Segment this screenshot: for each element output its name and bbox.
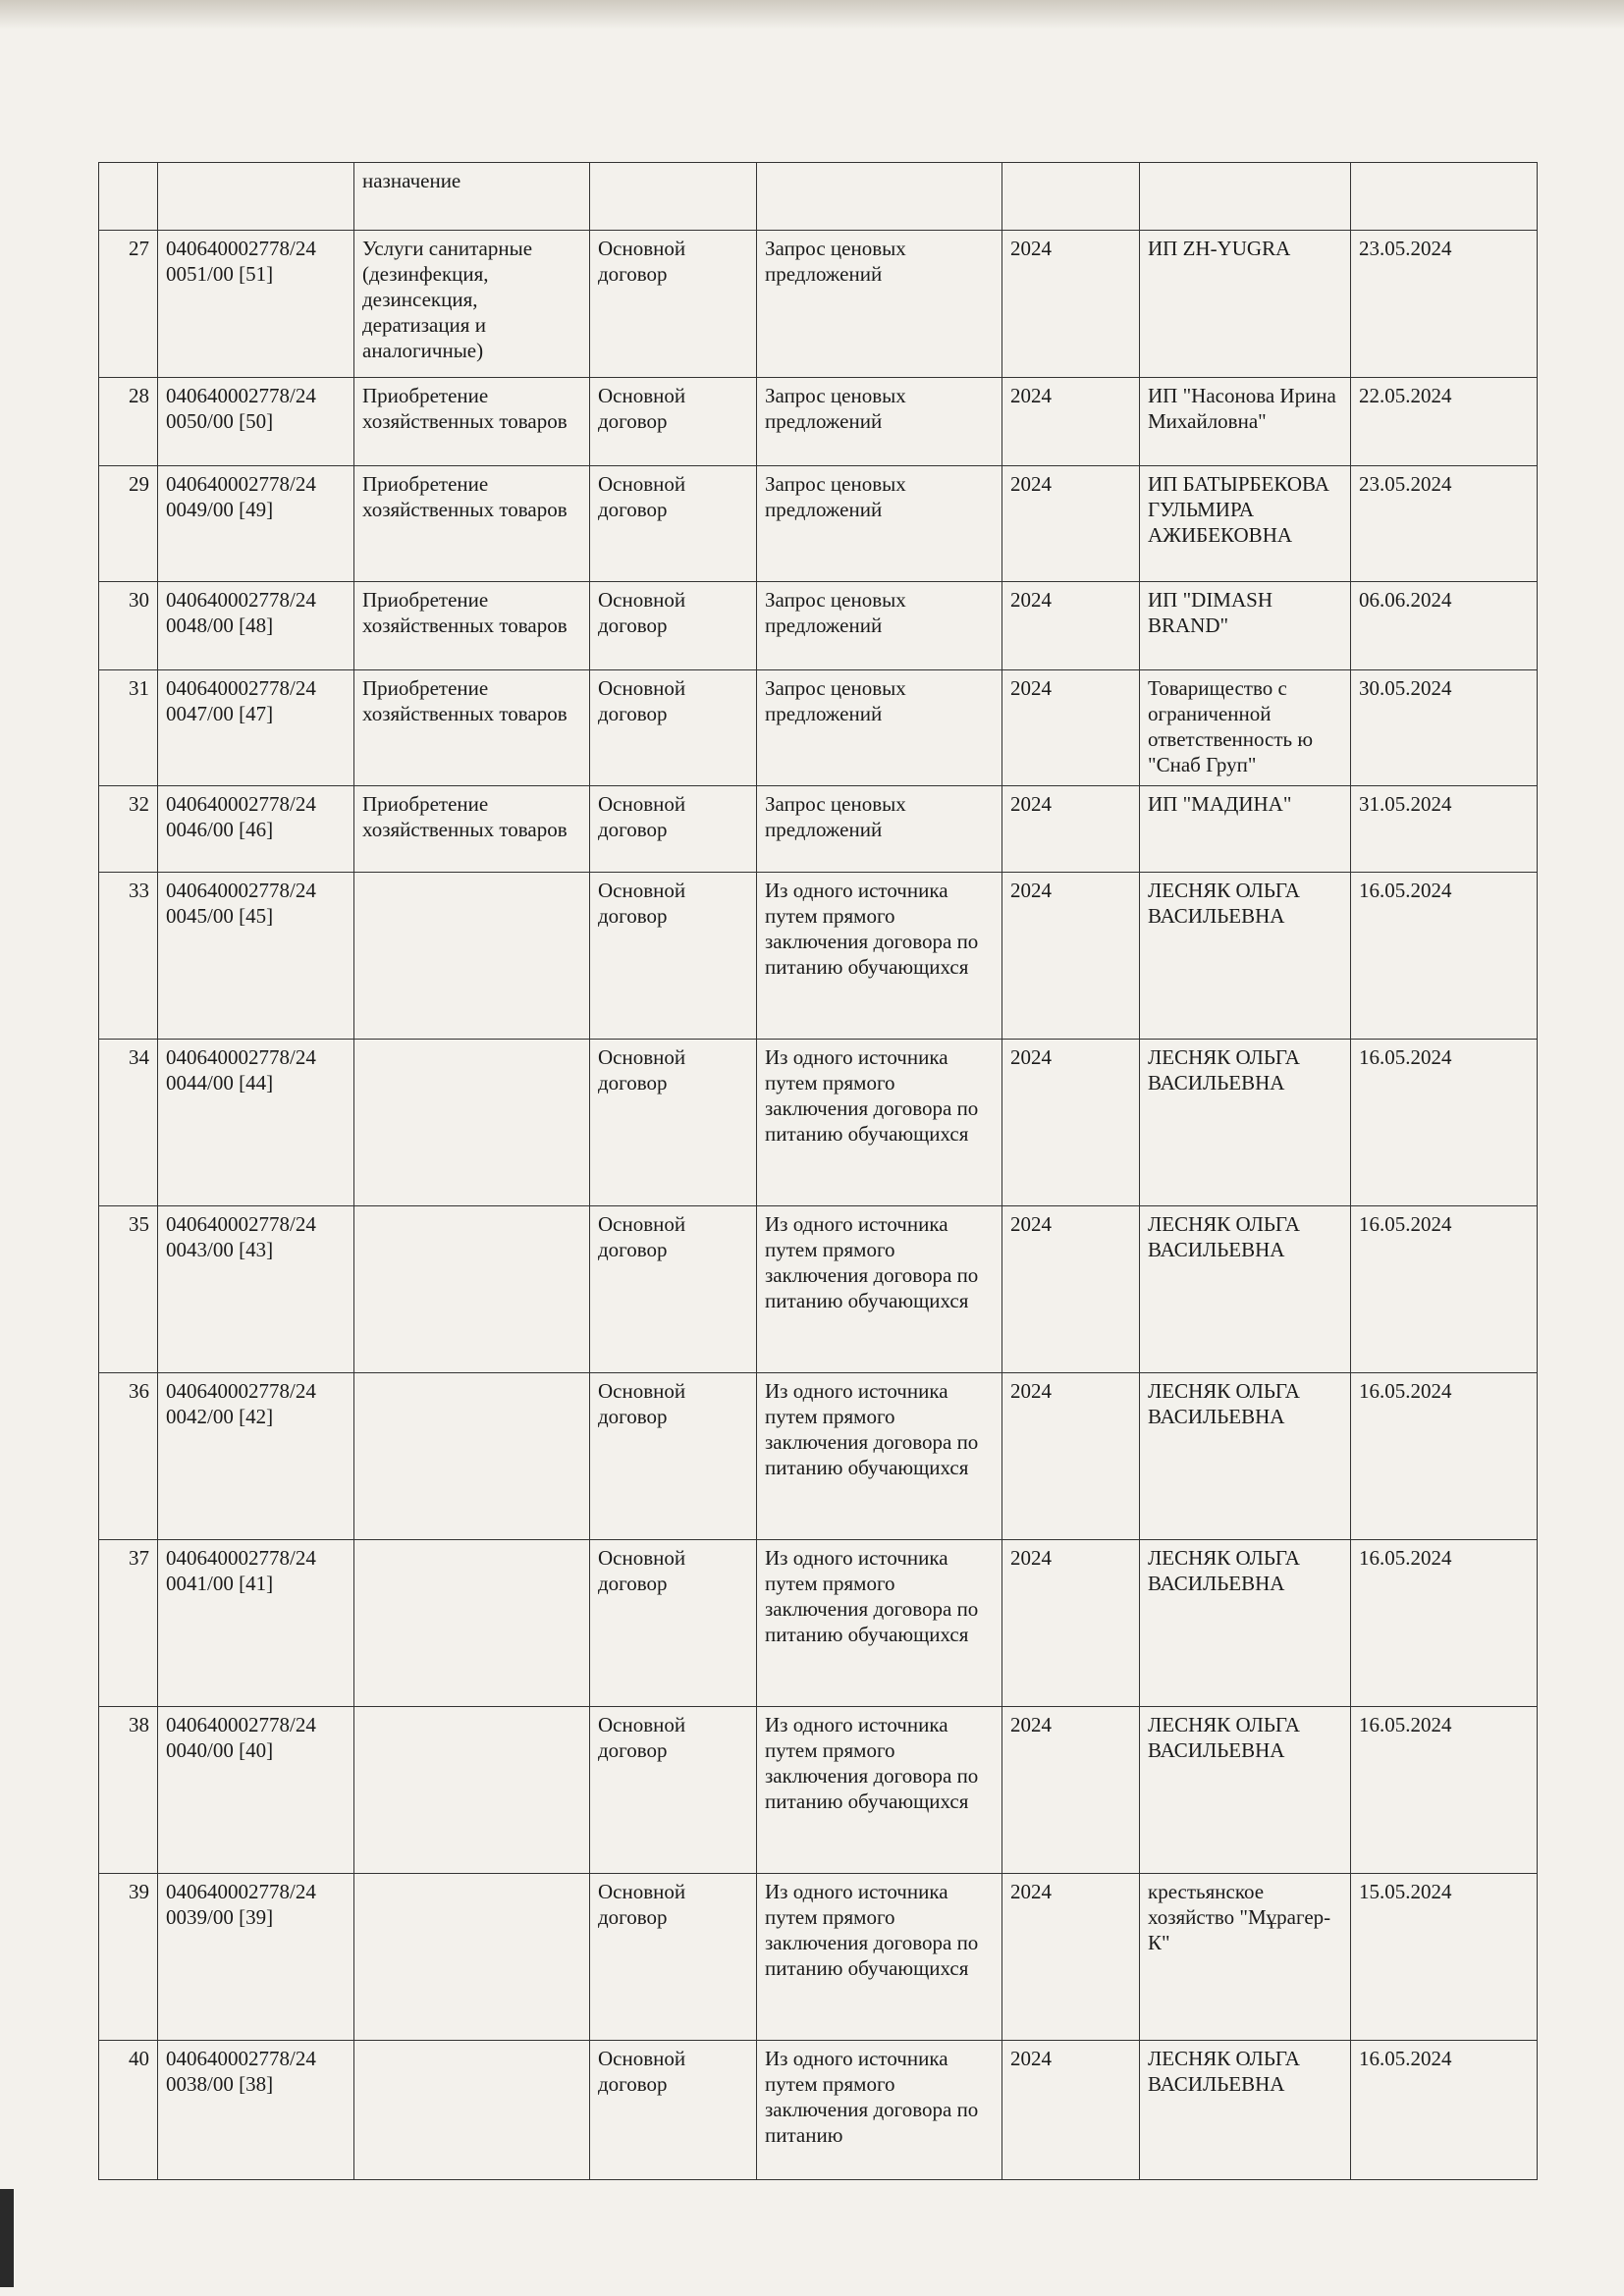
contract-type: Основной договор <box>598 792 686 841</box>
year-text: 2024 <box>1010 588 1052 612</box>
cell-supplier <box>1140 670 1351 786</box>
cell-num <box>99 231 158 378</box>
supplier-name: ИП "МАДИНА" <box>1148 792 1292 816</box>
supplier-name: ИП "DIMASH BRAND" <box>1148 588 1272 637</box>
cell-date <box>1351 1040 1538 1206</box>
cell-supplier <box>1140 2041 1351 2180</box>
cell-method <box>757 1874 1002 2041</box>
contract-date: 23.05.2024 <box>1359 472 1452 496</box>
contract-date: 16.05.2024 <box>1359 1045 1452 1069</box>
cell-subject <box>354 1540 590 1707</box>
contract-id-line1: 040640002778/24 <box>166 676 316 700</box>
contract-date: 31.05.2024 <box>1359 792 1452 816</box>
cell-num <box>99 1373 158 1540</box>
supplier-name: ЛЕСНЯК ОЛЬГА ВАСИЛЬЕВНА <box>1148 1212 1300 1261</box>
cell-id <box>158 1707 354 1874</box>
cell-year <box>1002 1874 1140 2041</box>
cell-type <box>590 466 757 582</box>
cell-subject <box>354 670 590 786</box>
cell-method <box>757 1373 1002 1540</box>
cell-method <box>757 786 1002 873</box>
procurement-method: Запрос ценовых предложений <box>765 237 906 286</box>
row-number: 37 <box>129 1546 149 1570</box>
cell-date <box>1351 1874 1538 2041</box>
cell-supplier <box>1140 873 1351 1040</box>
cell-year <box>1002 786 1140 873</box>
cell-id <box>158 1040 354 1206</box>
cell-type <box>590 1040 757 1206</box>
cell-year <box>1002 163 1140 231</box>
cell-type <box>590 786 757 873</box>
table-row <box>99 2041 1538 2180</box>
cell-year <box>1002 582 1140 670</box>
cell-subject <box>354 873 590 1040</box>
year-text: 2024 <box>1010 1880 1052 1903</box>
contract-id-line1: 040640002778/24 <box>166 1713 316 1736</box>
row-number: 38 <box>129 1713 149 1736</box>
cell-date <box>1351 786 1538 873</box>
cell-date <box>1351 1373 1538 1540</box>
contract-id-line2: 0043/00 [43] <box>166 1238 274 1261</box>
year-text: 2024 <box>1010 1212 1052 1236</box>
contract-id-line2: 0040/00 [40] <box>166 1738 274 1762</box>
contract-type: Основной договор <box>598 384 686 433</box>
cell-type <box>590 1874 757 2041</box>
contract-date: 30.05.2024 <box>1359 676 1452 700</box>
cell-subject <box>354 2041 590 2180</box>
cell-type <box>590 873 757 1040</box>
table-row <box>99 786 1538 873</box>
contract-date: 16.05.2024 <box>1359 1546 1452 1570</box>
table-row <box>99 231 1538 378</box>
contract-id-line2: 0051/00 [51] <box>166 262 274 286</box>
cell-type <box>590 1707 757 1874</box>
contract-id-line1: 040640002778/24 <box>166 1546 316 1570</box>
cell-num <box>99 873 158 1040</box>
year-text: 2024 <box>1010 1045 1052 1069</box>
subject-text: Приобретение хозяйственных товаров <box>362 676 568 725</box>
procurement-method: Из одного источника путем прямого заключения договора по питанию обучающихся <box>765 1713 979 1813</box>
contract-id-line1: 040640002778/24 <box>166 2047 316 2070</box>
contract-type: Основной договор <box>598 879 686 928</box>
cell-supplier <box>1140 1540 1351 1707</box>
cell-id <box>158 582 354 670</box>
row-number: 34 <box>129 1045 149 1069</box>
cell-type <box>590 231 757 378</box>
contract-type: Основной договор <box>598 1045 686 1095</box>
row-number: 35 <box>129 1212 149 1236</box>
cell-method <box>757 163 1002 231</box>
cell-subject <box>354 466 590 582</box>
table-row <box>99 1373 1538 1540</box>
cell-supplier <box>1140 466 1351 582</box>
cell-subject <box>354 1206 590 1373</box>
procurement-method: Из одного источника путем прямого заключения договора по питанию обучающихся <box>765 1546 979 1646</box>
cell-num <box>99 1540 158 1707</box>
contract-date: 16.05.2024 <box>1359 1713 1452 1736</box>
cell-type <box>590 582 757 670</box>
subject-text: Приобретение хозяйственных товаров <box>362 384 568 433</box>
table-row <box>99 466 1538 582</box>
contract-id-line2: 0045/00 [45] <box>166 904 274 928</box>
contract-id-line1: 040640002778/24 <box>166 1045 316 1069</box>
table-row <box>99 1874 1538 2041</box>
contract-type: Основной договор <box>598 588 686 637</box>
cell-type <box>590 1206 757 1373</box>
contract-id-line1: 040640002778/24 <box>166 792 316 816</box>
cell-date <box>1351 873 1538 1040</box>
contract-id-line1: 040640002778/24 <box>166 1212 316 1236</box>
table-row <box>99 873 1538 1040</box>
row-number: 32 <box>129 792 149 816</box>
contract-id-line2: 0042/00 [42] <box>166 1405 274 1428</box>
cell-type <box>590 670 757 786</box>
cell-supplier <box>1140 1874 1351 2041</box>
cell-type <box>590 378 757 466</box>
cell-year <box>1002 466 1140 582</box>
procurement-method: Из одного источника путем прямого заключения договора по питанию обучающихся <box>765 879 979 979</box>
cell-method <box>757 1206 1002 1373</box>
cell-subject <box>354 231 590 378</box>
contract-id-line2: 0047/00 [47] <box>166 702 274 725</box>
contract-id-line1: 040640002778/24 <box>166 879 316 902</box>
cell-num <box>99 1040 158 1206</box>
row-number: 31 <box>129 676 149 700</box>
cell-subject <box>354 163 590 231</box>
cell-subject <box>354 1373 590 1540</box>
year-text: 2024 <box>1010 792 1052 816</box>
cell-date <box>1351 582 1538 670</box>
cell-num <box>99 786 158 873</box>
cell-method <box>757 873 1002 1040</box>
row-number: 36 <box>129 1379 149 1403</box>
cell-method <box>757 2041 1002 2180</box>
cell-num <box>99 1707 158 1874</box>
scan-top-shadow <box>0 0 1624 29</box>
cell-num <box>99 1874 158 2041</box>
contract-id-line1: 040640002778/24 <box>166 1379 316 1403</box>
procurement-method: Из одного источника путем прямого заключения договора по питанию обучающихся <box>765 1045 979 1146</box>
cell-date <box>1351 231 1538 378</box>
cell-id <box>158 1874 354 2041</box>
year-text: 2024 <box>1010 879 1052 902</box>
cell-supplier <box>1140 163 1351 231</box>
supplier-name: ЛЕСНЯК ОЛЬГА ВАСИЛЬЕВНА <box>1148 1379 1300 1428</box>
subject-text: Приобретение хозяйственных товаров <box>362 792 568 841</box>
contract-type: Основной договор <box>598 1713 686 1762</box>
cell-method <box>757 466 1002 582</box>
contract-date: 06.06.2024 <box>1359 588 1452 612</box>
cell-num <box>99 163 158 231</box>
procurement-method: Из одного источника путем прямого заключения договора по питанию обучающихся <box>765 1880 979 1980</box>
cell-date <box>1351 378 1538 466</box>
supplier-name: ЛЕСНЯК ОЛЬГА ВАСИЛЬЕВНА <box>1148 1713 1300 1762</box>
cell-id <box>158 1206 354 1373</box>
cell-year <box>1002 231 1140 378</box>
cell-date <box>1351 2041 1538 2180</box>
table-row <box>99 378 1538 466</box>
contract-date: 16.05.2024 <box>1359 2047 1452 2070</box>
contract-id-line2: 0050/00 [50] <box>166 409 274 433</box>
cell-id <box>158 466 354 582</box>
supplier-name: ЛЕСНЯК ОЛЬГА ВАСИЛЬЕВНА <box>1148 2047 1300 2096</box>
contract-id-line2: 0046/00 [46] <box>166 818 274 841</box>
subject-text: Приобретение хозяйственных товаров <box>362 588 568 637</box>
supplier-name: ЛЕСНЯК ОЛЬГА ВАСИЛЬЕВНА <box>1148 1546 1300 1595</box>
cell-id <box>158 1373 354 1540</box>
row-number: 29 <box>129 472 149 496</box>
cell-year <box>1002 873 1140 1040</box>
cell-year <box>1002 1206 1140 1373</box>
cell-date <box>1351 1206 1538 1373</box>
cell-year <box>1002 2041 1140 2180</box>
cell-supplier <box>1140 378 1351 466</box>
cell-id <box>158 670 354 786</box>
cell-year <box>1002 1373 1140 1540</box>
contract-id-line2: 0048/00 [48] <box>166 614 274 637</box>
subject-text: Услуги санитарные (дезинфекция, дезинсекция, дератизация и аналогичные) <box>362 237 533 362</box>
procurement-method: Запрос ценовых предложений <box>765 472 906 521</box>
table-row <box>99 1540 1538 1707</box>
contract-type: Основной договор <box>598 472 686 521</box>
cell-year <box>1002 670 1140 786</box>
cell-subject <box>354 582 590 670</box>
year-text: 2024 <box>1010 1379 1052 1403</box>
cell-num <box>99 2041 158 2180</box>
supplier-name: ИП БАТЫРБЕКОВА ГУЛЬМИРА АЖИБЕКОВНА <box>1148 472 1329 547</box>
cell-subject <box>354 786 590 873</box>
contract-type: Основной договор <box>598 1379 686 1428</box>
procurement-method: Запрос ценовых предложений <box>765 792 906 841</box>
row-number: 40 <box>129 2047 149 2070</box>
cell-subject <box>354 1040 590 1206</box>
cell-num <box>99 378 158 466</box>
cell-method <box>757 670 1002 786</box>
contract-type: Основной договор <box>598 2047 686 2096</box>
contract-date: 16.05.2024 <box>1359 1379 1452 1403</box>
table-row <box>99 582 1538 670</box>
year-text: 2024 <box>1010 237 1052 260</box>
procurement-table <box>98 162 1538 2180</box>
contract-id-line1: 040640002778/24 <box>166 384 316 407</box>
year-text: 2024 <box>1010 676 1052 700</box>
cell-id <box>158 1540 354 1707</box>
table-row <box>99 1206 1538 1373</box>
contract-date: 22.05.2024 <box>1359 384 1452 407</box>
contract-id-line2: 0039/00 [39] <box>166 1905 274 1929</box>
contract-type: Основной договор <box>598 676 686 725</box>
contract-date: 23.05.2024 <box>1359 237 1452 260</box>
row-number: 30 <box>129 588 149 612</box>
cell-supplier <box>1140 1373 1351 1540</box>
subject-text: назначение <box>362 169 461 192</box>
procurement-method: Из одного источника путем прямого заключения договора по питанию <box>765 2047 979 2147</box>
cell-subject <box>354 378 590 466</box>
contract-id-line1: 040640002778/24 <box>166 1880 316 1903</box>
contract-id-line2: 0044/00 [44] <box>166 1071 274 1095</box>
cell-type <box>590 163 757 231</box>
cell-year <box>1002 1040 1140 1206</box>
supplier-name: ЛЕСНЯК ОЛЬГА ВАСИЛЬЕВНА <box>1148 879 1300 928</box>
cell-date <box>1351 670 1538 786</box>
cell-supplier <box>1140 1206 1351 1373</box>
cell-method <box>757 582 1002 670</box>
contract-type: Основной договор <box>598 1546 686 1595</box>
contract-date: 16.05.2024 <box>1359 879 1452 902</box>
cell-year <box>1002 1540 1140 1707</box>
cell-method <box>757 1040 1002 1206</box>
cell-id <box>158 163 354 231</box>
contract-date: 16.05.2024 <box>1359 1212 1452 1236</box>
cell-supplier <box>1140 582 1351 670</box>
cell-id <box>158 2041 354 2180</box>
cell-num <box>99 1206 158 1373</box>
year-text: 2024 <box>1010 2047 1052 2070</box>
row-number: 28 <box>129 384 149 407</box>
year-text: 2024 <box>1010 472 1052 496</box>
contract-id-line1: 040640002778/24 <box>166 237 316 260</box>
cell-subject <box>354 1874 590 2041</box>
cell-num <box>99 670 158 786</box>
subject-text: Приобретение хозяйственных товаров <box>362 472 568 521</box>
cell-method <box>757 1540 1002 1707</box>
scan-edge-shadow <box>0 2189 14 2287</box>
cell-id <box>158 786 354 873</box>
cell-id <box>158 231 354 378</box>
procurement-method: Из одного источника путем прямого заключения договора по питанию обучающихся <box>765 1212 979 1312</box>
cell-supplier <box>1140 231 1351 378</box>
supplier-name: крестьянское хозяйство "Мұрагер-К" <box>1148 1880 1331 1954</box>
row-number: 39 <box>129 1880 149 1903</box>
row-number: 33 <box>129 879 149 902</box>
table-row <box>99 670 1538 786</box>
cell-date <box>1351 466 1538 582</box>
cell-date <box>1351 1540 1538 1707</box>
cell-num <box>99 466 158 582</box>
table-row-continuation <box>99 163 1538 231</box>
year-text: 2024 <box>1010 1546 1052 1570</box>
cell-type <box>590 1373 757 1540</box>
cell-date <box>1351 163 1538 231</box>
contract-date: 15.05.2024 <box>1359 1880 1452 1903</box>
cell-supplier <box>1140 1707 1351 1874</box>
cell-id <box>158 378 354 466</box>
cell-supplier <box>1140 786 1351 873</box>
contract-id-line2: 0038/00 [38] <box>166 2072 274 2096</box>
supplier-name: ИП ZH-YUGRA <box>1148 237 1291 260</box>
procurement-method: Запрос ценовых предложений <box>765 676 906 725</box>
contract-id-line1: 040640002778/24 <box>166 588 316 612</box>
cell-method <box>757 378 1002 466</box>
supplier-name: ИП "Насонова Ирина Михайловна" <box>1148 384 1336 433</box>
cell-date <box>1351 1707 1538 1874</box>
table-body <box>99 163 1538 2180</box>
procurement-method: Запрос ценовых предложений <box>765 588 906 637</box>
cell-supplier <box>1140 1040 1351 1206</box>
contract-type: Основной договор <box>598 1880 686 1929</box>
procurement-method: Из одного источника путем прямого заключения договора по питанию обучающихся <box>765 1379 979 1479</box>
contract-id-line1: 040640002778/24 <box>166 472 316 496</box>
table-row <box>99 1707 1538 1874</box>
cell-method <box>757 231 1002 378</box>
table-row <box>99 1040 1538 1206</box>
cell-type <box>590 2041 757 2180</box>
supplier-name: Товарищество с ограниченной ответственность ю "Снаб Груп" <box>1148 676 1314 776</box>
contract-type: Основной договор <box>598 237 686 286</box>
supplier-name: ЛЕСНЯК ОЛЬГА ВАСИЛЬЕВНА <box>1148 1045 1300 1095</box>
cell-subject <box>354 1707 590 1874</box>
procurement-method: Запрос ценовых предложений <box>765 384 906 433</box>
cell-year <box>1002 1707 1140 1874</box>
row-number: 27 <box>129 237 149 260</box>
year-text: 2024 <box>1010 1713 1052 1736</box>
cell-num <box>99 582 158 670</box>
contract-id-line2: 0041/00 [41] <box>166 1572 274 1595</box>
contract-type: Основной договор <box>598 1212 686 1261</box>
cell-method <box>757 1707 1002 1874</box>
year-text: 2024 <box>1010 384 1052 407</box>
contract-id-line2: 0049/00 [49] <box>166 498 274 521</box>
cell-year <box>1002 378 1140 466</box>
cell-id <box>158 873 354 1040</box>
cell-type <box>590 1540 757 1707</box>
